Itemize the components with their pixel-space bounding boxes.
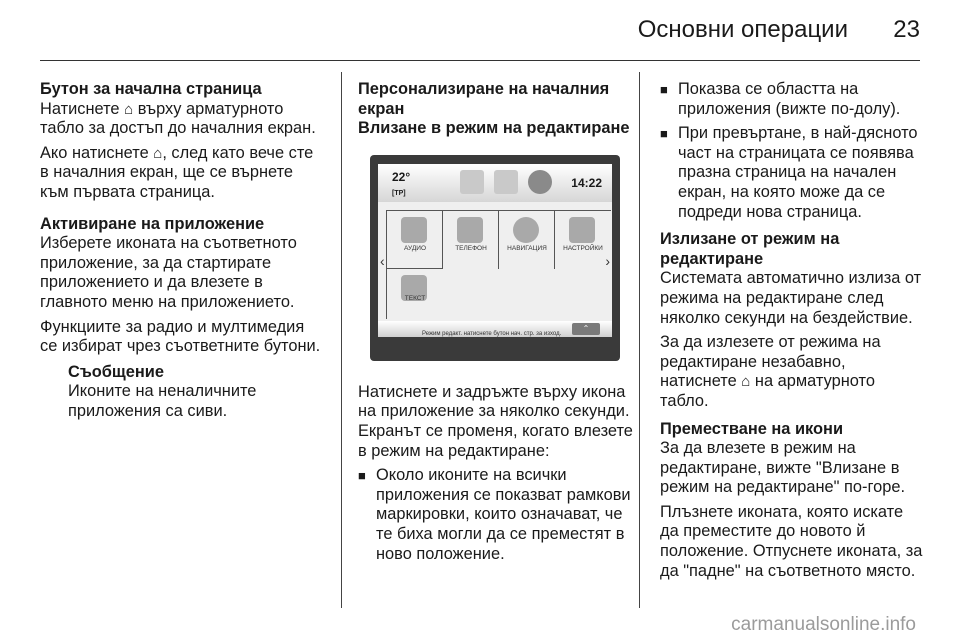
chevron-left-icon[interactable]: ‹	[380, 252, 385, 269]
display-screen	[378, 164, 612, 337]
bullet-app-area: ■ Показва се областта на приложения (вижте по-долу).	[660, 80, 925, 119]
app-settings[interactable]: НАСТРОЙКИ	[554, 210, 611, 269]
heading-home-button: Бутон за начална страница	[40, 80, 262, 98]
record-icon	[528, 170, 552, 194]
paragraph-exit-1: Системата автоматично излиза от режима на редактиране след няколко секунди на бездействие.	[660, 269, 922, 327]
paragraph-move-2: Плъзнете иконата, която искате да преместите до новото й положение. Отпуснете иконата, за да "падне" на съответното място.	[660, 502, 923, 580]
app-audio[interactable]: АУДИО	[386, 210, 443, 269]
home-icon: ⌂	[124, 100, 134, 118]
bullet-frame-marks: ■ Около иконите на всички приложения се показват рамкови маркировки, които означават, че те биха могли да се преместят в ново положение.	[358, 466, 633, 564]
paragraph-exit-2: За да излезете от режима на редактиране незабавно, натиснете ⌂ на арматурното табло.	[660, 333, 881, 410]
paragraph-home-2: Ако натиснете ⌂, след като вече сте в началния екран, ще се върнете към първата страница.	[40, 143, 314, 201]
tp-indicator: [TP]	[392, 189, 406, 197]
heading-enter-edit-mode: Влизане в режим на редактиране	[358, 119, 630, 138]
chevron-up-icon[interactable]: ⌃	[572, 323, 600, 335]
music-note-icon	[460, 170, 484, 194]
paragraph-move-1: За да влезете в режим на редактиране, вижте "Влизане в режим на редактиране" по-горе.	[660, 439, 906, 497]
bullet-scroll-page: ■ При превъртане, в най-дясното част на страницата се появява празна страница на начален екран, на която може да се подреди нова страница.	[660, 124, 925, 222]
temperature: 22°	[392, 169, 411, 184]
heading-move-icons: Преместване на икони	[660, 419, 844, 438]
home-icon: ⌂	[153, 144, 163, 162]
heading-exit-edit-mode: Излизане от режим на редактиране	[660, 230, 840, 268]
home-screen-figure	[370, 155, 620, 361]
watermark: carmanualsonline.info	[731, 614, 916, 635]
column-divider	[639, 72, 640, 608]
note-title: Съобщение	[68, 362, 164, 381]
edit-mode-message: Режим редакт. натиснете бутон нач. стр. за изход.	[422, 330, 562, 337]
heading-activate-app: Активиране на приложение	[40, 214, 265, 233]
edit-mode-bar	[378, 321, 612, 337]
status-bar	[378, 164, 612, 202]
column-divider	[341, 72, 342, 608]
heading-customize-home: Персонализиране на началния екран	[358, 80, 610, 118]
note-text: Иконите на неналичните приложения са сиви.	[68, 382, 257, 420]
chevron-right-icon[interactable]: ›	[605, 252, 610, 269]
phone-icon	[494, 170, 518, 194]
column-1	[40, 80, 323, 422]
clock: 14:22	[571, 175, 602, 190]
paragraph-activate-2: Функциите за радио и мултимедия се избират чрез съответните бутони.	[40, 317, 321, 356]
app-text[interactable]: ТЕКСТ	[386, 268, 443, 319]
paragraph-activate-1: Изберете иконата на съответното приложение, за да стартирате приложението и да влезете в главното меню на приложението.	[40, 234, 297, 311]
paragraph-home-1: Натиснете ⌂ върху арматурното табло за достъп до началния екран.	[40, 99, 316, 138]
paragraph-edit-1: Натиснете и задръжте върху икона на приложение за няколко секунди. Екранът се променя, когато влезете в режим на редактиране:	[358, 382, 633, 460]
header-divider	[40, 60, 920, 61]
page-title: Основни операции	[637, 16, 848, 43]
app-grid	[378, 204, 612, 337]
page-number: 23	[893, 16, 920, 43]
home-icon: ⌂	[741, 373, 751, 391]
app-phone[interactable]: ТЕЛЕФОН	[442, 210, 499, 269]
column-3	[660, 80, 925, 586]
app-navigation[interactable]: НАВИГАЦИЯ	[498, 210, 555, 269]
column-2	[358, 80, 633, 569]
